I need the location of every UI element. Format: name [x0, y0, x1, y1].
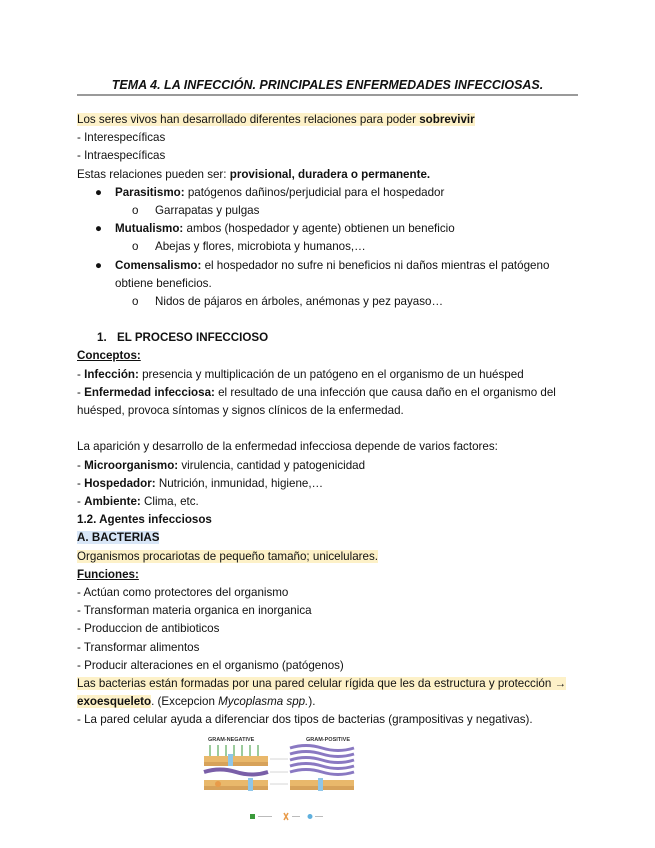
concept-label: Infección:	[84, 367, 139, 381]
circle-bullet-icon: o	[132, 294, 139, 308]
concept-enfermedad: - Enfermedad infecciosa: el resultado de una infección que causa daño en el organismo del huésped, provoca síntomas y signos clínicos de la enfermedad.	[77, 385, 556, 418]
membrane-labels	[270, 759, 288, 784]
factor-label: Hospedador:	[84, 476, 156, 490]
bacteria-heading: A. BACTERIAS	[77, 531, 160, 545]
section-number: 1.	[97, 331, 107, 345]
function-item: - Produccion de antibioticos	[77, 622, 220, 636]
section-title: EL PROCESO INFECCIOSO	[117, 331, 269, 345]
factor-text: Clima, etc.	[140, 495, 199, 508]
concept-text: presencia y multiplicación de un patógeno en el organismo de un huésped	[138, 367, 524, 381]
relations-bold: provisional, duradera o permanente.	[229, 167, 431, 181]
function-item: - Actúan como protectores del organismo	[77, 585, 289, 599]
relation-text: ambos (hospedador y agente) obtienen un beneficio	[183, 222, 455, 236]
example-text: Nidos de pájaros en árboles, anémonas y pez payaso…	[155, 294, 444, 308]
intro-highlight-bold: sobrevivir	[419, 113, 475, 126]
relation-text: el hospedador no sufre ni beneficios ni daños mientras el patógeno obtiene beneficios.	[115, 258, 550, 290]
function-item: - Transforman materia organica en inorganica	[77, 604, 312, 618]
list-item: - Intraespecíficas	[77, 149, 166, 163]
bullet-icon: ●	[95, 258, 103, 272]
function-item: - Producir alteraciones en el organismo (patógenos)	[77, 658, 344, 672]
relation-text: patógenos dañinos/perjudicial para el hospedador	[184, 185, 445, 199]
relation-example	[77, 238, 582, 256]
bacteria-heading-line	[77, 529, 582, 547]
wall-italic: Mycoplasma spp.	[218, 695, 309, 709]
functions-heading: Funciones:	[77, 567, 139, 581]
relation-example	[77, 293, 582, 311]
intro-line	[77, 111, 582, 129]
bullet-icon: ●	[95, 222, 103, 236]
list-item: - Interespecíficas	[77, 131, 166, 145]
spacer	[77, 311, 582, 329]
factor-text: virulencia, cantidad y patogenicidad	[178, 458, 366, 472]
concept-infeccion: - Infección: presencia y multiplicación de un patógeno en el organismo de un huésped	[77, 367, 524, 381]
example-text: Abejas y flores, microbiota y humanos,…	[155, 240, 366, 254]
relations-text: Estas relaciones pueden ser:	[77, 167, 230, 181]
function-item: - Transformar alimentos	[77, 640, 200, 654]
document-body	[77, 111, 582, 729]
legend	[250, 813, 323, 820]
factor-text: Nutrición, inmunidad, higiene,…	[155, 476, 324, 490]
factor-item: - Ambiente: Clima, etc.	[77, 495, 199, 508]
relation-mutualismo	[77, 220, 582, 238]
relation-comensalismo	[77, 257, 582, 293]
page-title: TEMA 4. LA INFECCIÓN. PRINCIPALES ENFERMEDADES INFECCIOSAS.	[77, 78, 578, 96]
factor-item: - Hospedador: Nutrición, inmunidad, higiene,…	[77, 476, 324, 490]
agents-heading: 1.2. Agentes infecciosos	[77, 513, 212, 527]
relation-parasitismo	[77, 184, 582, 202]
wall-end: ).	[308, 695, 316, 709]
concept-text: el resultado de una infección que causa daño en el organismo del huésped, provoca síntomas y signos clínicos de la enfermedad.	[77, 385, 556, 418]
example-text: Garrapatas y pulgas	[155, 203, 260, 217]
relations-line	[77, 166, 582, 184]
section-heading	[77, 329, 582, 347]
factor-label: Microorganismo:	[84, 458, 179, 472]
gram-negative-label: GRAM-NEGATIVE	[208, 737, 255, 743]
bacteria-definition-line	[77, 548, 582, 566]
factor-label: Ambiente:	[84, 495, 141, 508]
circle-bullet-icon: o	[132, 240, 139, 254]
spacer	[77, 420, 582, 438]
wall-after: . (Excepcion	[151, 695, 219, 709]
wall-bold: exoesqueleto	[77, 695, 152, 709]
concept-label: Enfermedad infecciosa:	[84, 385, 215, 399]
wall-text: Las bacterias están formadas por una pared celular rígida que les da estructura y protección →	[77, 676, 567, 690]
factor-item: - Microorganismo: virulencia, cantidad y patogenicidad	[77, 458, 366, 472]
intro-highlight: Los seres vivos han desarrollado diferentes relaciones para poder	[77, 113, 420, 126]
circle-bullet-icon: o	[132, 203, 139, 217]
cell-wall-paragraph	[77, 675, 582, 711]
relation-label: Parasitismo:	[115, 185, 185, 199]
factors-intro: La aparición y desarrollo de la enfermedad infecciosa depende de varios factores:	[77, 440, 498, 454]
gram-positive-wall	[290, 746, 354, 792]
gram-line: - La pared celular ayuda a diferenciar dos tipos de bacterias (grampositivas y negativas).	[77, 713, 533, 727]
concepts-heading: Conceptos:	[77, 349, 141, 363]
bullet-icon: ●	[95, 185, 103, 199]
bacteria-definition: Organismos procariotas de pequeño tamaño; unicelulares.	[77, 549, 378, 563]
relation-example	[77, 202, 582, 220]
gram-diagram	[198, 734, 358, 826]
gram-negative-wall	[204, 745, 268, 791]
gram-positive-label: GRAM-POSITIVE	[306, 737, 351, 743]
relation-label: Mutualismo:	[115, 222, 184, 236]
relation-label: Comensalismo:	[115, 258, 202, 272]
